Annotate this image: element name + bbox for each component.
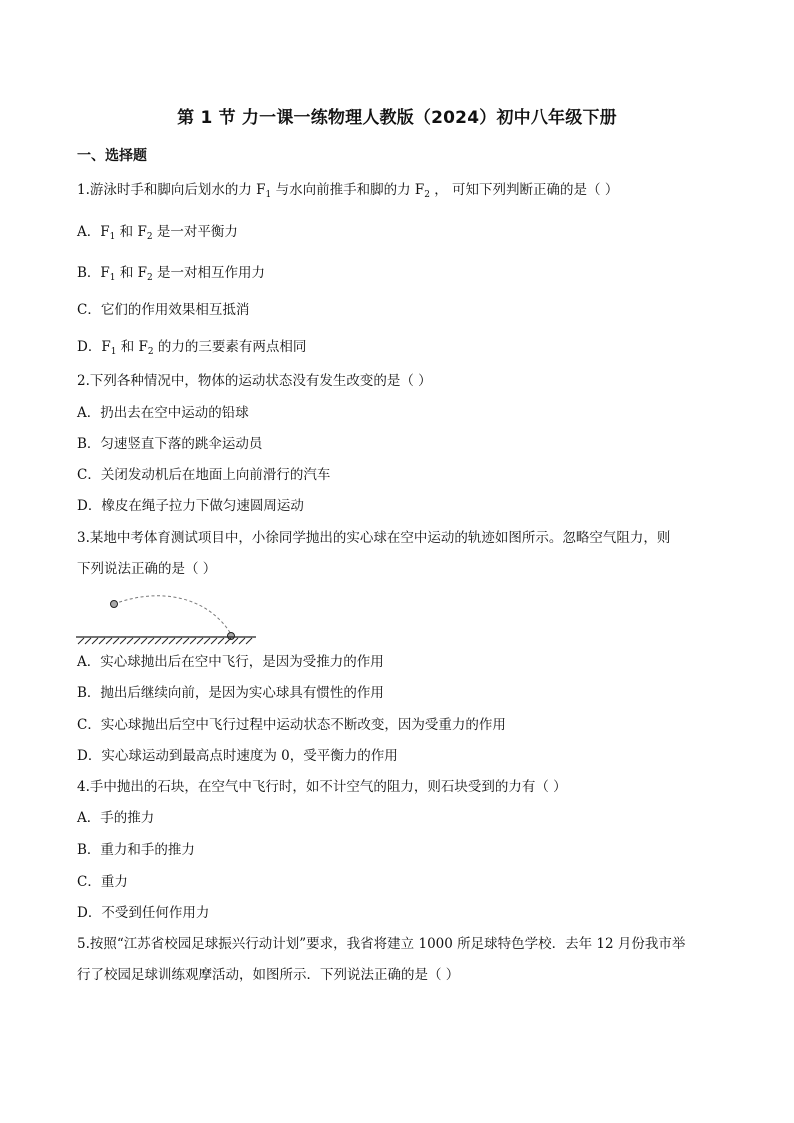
- question-5-stem-line-2: 行了校园足球训练观摩活动，如图所示．下列说法正确的是（ ）: [77, 967, 460, 983]
- question-3-stem-line-1: 3.某地中考体育测试项目中，小徐同学抛出的实心球在空中运动的轨迹如图所示。忽略空气阻力，则: [77, 530, 671, 546]
- ball-start: [111, 601, 118, 608]
- document-title: 第 1 节 力一课一练物理人教版（2024）初中八年级下册: [177, 108, 617, 128]
- question-4-option-a[interactable]: A．手的推力: [77, 810, 155, 826]
- question-3-stem-line-2: 下列说法正确的是（ ）: [77, 561, 217, 577]
- question-2-option-a[interactable]: A．扔出去在空中运动的铅球: [77, 405, 249, 421]
- question-3-option-c[interactable]: C．实心球抛出后空中飞行过程中运动状态不断改变，因为受重力的作用: [77, 717, 506, 733]
- question-1-option-a[interactable]: A．$F_1$ 和 $F_2$ 是一对平衡力: [77, 224, 238, 242]
- question-2-option-c[interactable]: C．关闭发动机后在地面上向前滑行的汽车: [77, 467, 331, 483]
- section-heading: 一、选择题: [77, 148, 147, 164]
- question-5-stem-line-1: 5.按照“江苏省校园足球振兴行动计划”要求，我省将建立 1000 所足球特色学校．去年 12 月份我市举: [77, 936, 686, 952]
- question-4-stem: 4.手中抛出的石块，在空气中飞行时，如不计空气的阻力，则石块受到的力有（ ）: [77, 779, 567, 795]
- question-3-option-a[interactable]: A．实心球抛出后在空中飞行，是因为受推力的作用: [77, 654, 384, 670]
- question-2-option-b[interactable]: B．匀速竖直下落的跳伞运动员: [77, 436, 263, 452]
- question-2-option-d[interactable]: D．橡皮在绳子拉力下做匀速圆周运动: [77, 498, 304, 514]
- question-1-stem: 1.游泳时手和脚向后划水的力 $F_1$ 与水向前推手和脚的力 $F_2$ ， 可知下列判断正确的是（ ）: [77, 182, 619, 200]
- ground-hatching: [78, 638, 252, 644]
- question-2-stem: 2.下列各种情况中，物体的运动状态没有发生改变的是（ ）: [77, 373, 432, 389]
- question-1-option-c[interactable]: C．它们的作用效果相互抵消: [77, 302, 250, 318]
- trajectory-figure: [76, 592, 258, 646]
- question-1-option-d[interactable]: D．$F_1$ 和 $F_2$ 的力的三要素有两点相同: [77, 339, 307, 357]
- question-4-option-d[interactable]: D．不受到任何作用力: [77, 905, 210, 921]
- trajectory-dashed-curve: [114, 596, 231, 634]
- question-3-option-d[interactable]: D．实心球运动到最高点时速度为 0，受平衡力的作用: [77, 748, 398, 764]
- question-3-option-b[interactable]: B．抛出后继续向前，是因为实心球具有惯性的作用: [77, 685, 384, 701]
- question-1-option-b[interactable]: B．$F_1$ 和 $F_2$ 是一对相互作用力: [77, 265, 266, 283]
- question-4-option-c[interactable]: C．重力: [77, 874, 128, 890]
- question-4-option-b[interactable]: B．重力和手的推力: [77, 842, 195, 858]
